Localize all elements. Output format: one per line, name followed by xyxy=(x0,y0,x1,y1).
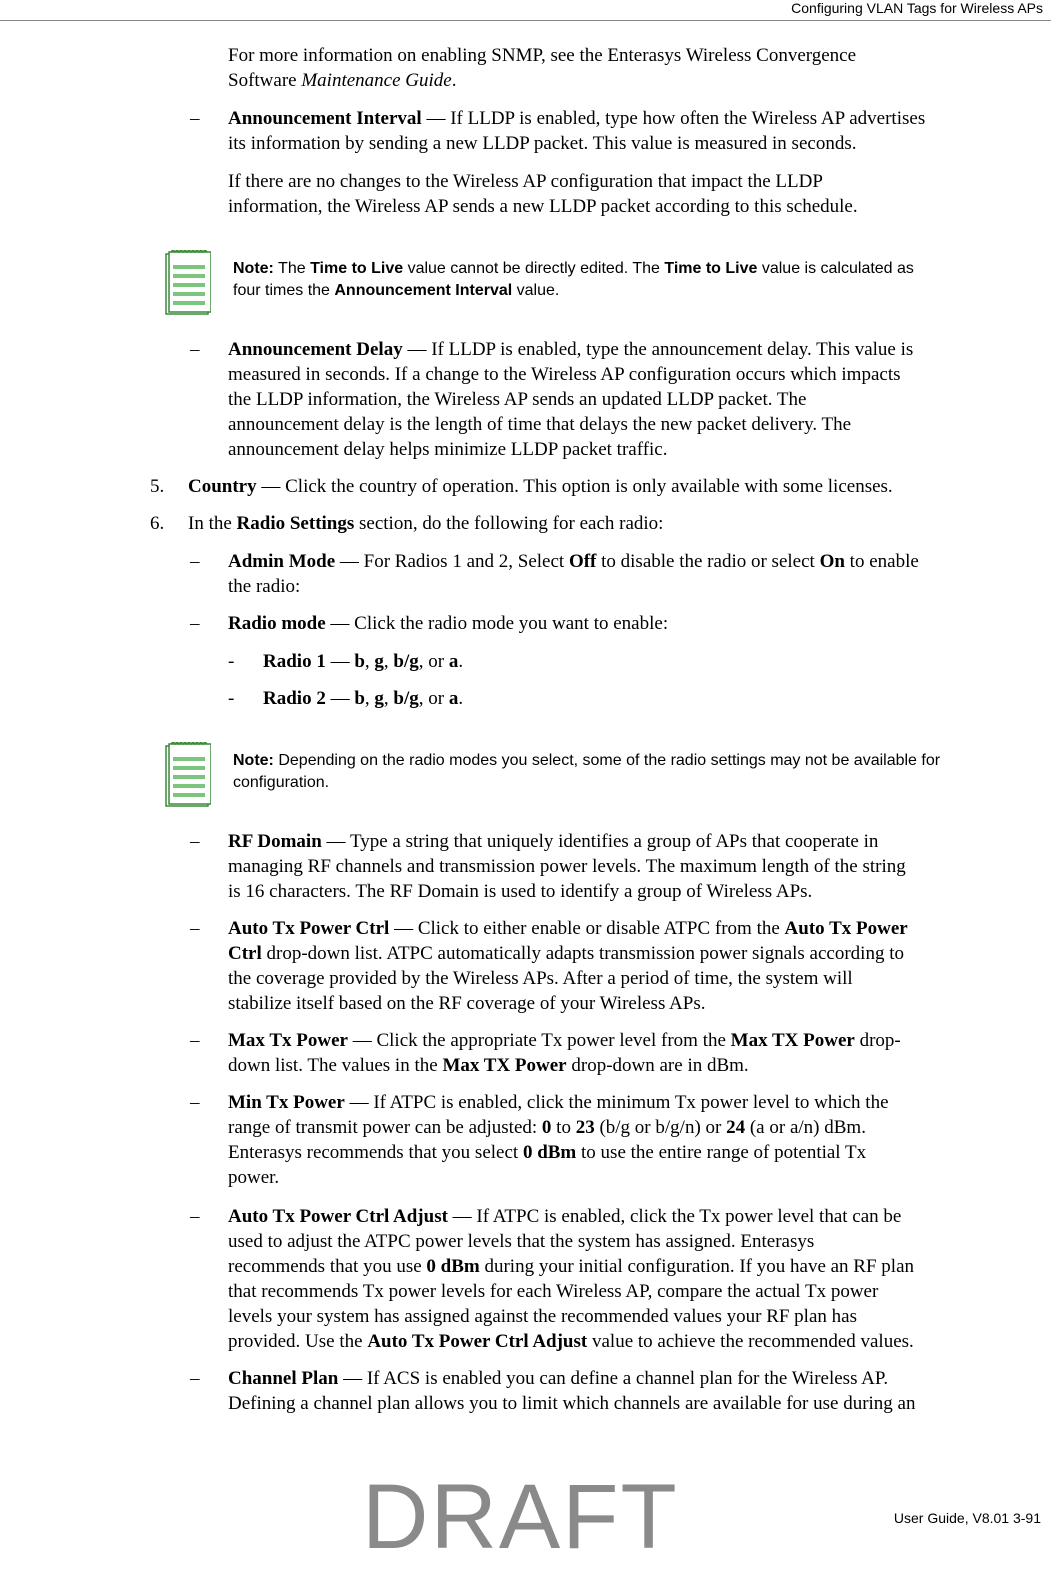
step-country: Country — Click the country of operation. This option is only available with some licenses. xyxy=(188,476,893,497)
step-number: 5. xyxy=(150,476,165,497)
auto-tx-power-ctrl-adjust-item: Auto Tx Power Ctrl Adjust — If ATPC is enabled, click the Tx power level that can be used to adjust the ATPC power levels that the system has assigned. Enterasys recommends that you use 0 dBm during your initial configuration. If you have an RF plan that recommends Tx power levels for each Wireless AP, compare the actual Tx power levels your system has assigned against the recommended values your RF plan has provided. Use the Auto Tx Power Ctrl Adjust value to achieve the recommended values. xyxy=(228,1206,915,1352)
bullet-dash: – xyxy=(190,1092,200,1113)
note-time-to-live: Note: The Time to Live value cannot be directly edited. The Time to Live value is calculated as four times the Announcement Interval value. xyxy=(233,260,914,299)
admin-mode-label: Admin Mode xyxy=(228,551,336,572)
radio-settings-label: Radio Settings xyxy=(236,513,355,534)
channel-plan-label: Channel Plan xyxy=(228,1368,339,1389)
bullet-dash: – xyxy=(190,613,200,634)
rf-domain-item: RF Domain — Type a string that uniquely identifies a group of APs that cooperate in managing RF channels and transmission power levels. The maximum length of the string is 16 characters. The RF Domain is used to identify a group of Wireless APs. xyxy=(228,831,906,902)
radio-mode-item: Radio mode — Click the radio mode you want to enable: xyxy=(228,613,669,634)
bullet-dash: – xyxy=(190,551,200,572)
bullet-dash: – xyxy=(190,1030,200,1051)
max-tx-power-label: Max Tx Power xyxy=(228,1030,348,1051)
footer-page-label: User Guide, V8.01 3-91 xyxy=(893,1510,1041,1526)
radio-mode-label: Radio mode xyxy=(228,613,326,634)
sub-bullet: - xyxy=(228,688,235,709)
auto-tx-power-ctrl-label: Auto Tx Power Ctrl xyxy=(228,918,390,939)
announcement-delay-item: Announcement Delay — If LLDP is enabled, type the announcement delay. This value is measured in seconds. If a change to the Wireless AP configuration occurs which impacts the LLDP information, the Wireless AP sends an updated LLDP packet. The announcement delay is the length of time that delays the new packet delivery. The announcement delay helps minimize LLDP packet traffic. xyxy=(228,339,914,460)
announcement-interval-item: Announcement Interval — If LLDP is enabled, type how often the Wireless AP advertises its information by sending a new LLDP packet. This value is measured in seconds. xyxy=(228,108,926,154)
radio-1-item: Radio 1 — b, g, b/g, or a. xyxy=(263,651,464,672)
announcement-delay-label: Announcement Delay xyxy=(228,339,403,360)
bullet-dash: – xyxy=(190,831,200,852)
country-label: Country xyxy=(188,476,257,497)
min-tx-power-item: Min Tx Power — If ATPC is enabled, click the minimum Tx power level to which the range of transmit power can be adjusted: 0 to 23 (b/g or b/g/n) or 24 (a or a/n) dBm. Enterasys recommends that you select 0 dBm to use the entire range of potential Tx power. xyxy=(228,1092,889,1188)
bullet-dash: – xyxy=(190,1206,200,1227)
auto-tx-power-ctrl-item: Auto Tx Power Ctrl — Click to either enable or disable ATPC from the Auto Tx Power Ctrl drop-down list. ATPC automatically adapts transmission power signals according to the coverage provided by the Wireless APs. After a period of time, the system will stabilize itself based on the RF coverage of your Wireless APs. xyxy=(228,918,908,1014)
admin-mode-item: Admin Mode — For Radios 1 and 2, Select Off to disable the radio or select On to enable the radio: xyxy=(228,551,919,597)
auto-tx-power-ctrl-adjust-label: Auto Tx Power Ctrl Adjust xyxy=(228,1206,448,1227)
intro-paragraph: For more information on enabling SNMP, see the Enterasys Wireless Convergence Software Maintenance Guide. xyxy=(228,45,857,91)
step-number: 6. xyxy=(150,513,165,534)
step-radio-settings: In the Radio Settings section, do the following for each radio: xyxy=(188,513,664,534)
header-title: Configuring VLAN Tags for Wireless APs xyxy=(791,0,1043,16)
note-icon xyxy=(165,250,211,316)
draft-watermark: DRAFT xyxy=(362,1466,679,1568)
announcement-interval-detail: If there are no changes to the Wireless AP configuration that impact the LLDP information, the Wireless AP sends a new LLDP packet according to this schedule. xyxy=(228,171,858,217)
bullet-dash: – xyxy=(190,108,200,129)
announcement-interval-label: Announcement Interval xyxy=(228,108,422,129)
note-icon xyxy=(165,742,211,808)
bullet-dash: – xyxy=(190,339,200,360)
max-tx-power-item: Max Tx Power — Click the appropriate Tx power level from the Max TX Power drop- down list. The values in the Max TX Power drop-down are in dBm. xyxy=(228,1030,901,1076)
page-header xyxy=(0,0,1051,21)
bullet-dash: – xyxy=(190,918,200,939)
min-tx-power-label: Min Tx Power xyxy=(228,1092,345,1113)
radio-2-item: Radio 2 — b, g, b/g, or a. xyxy=(263,688,464,709)
sub-bullet: - xyxy=(228,651,235,672)
bullet-dash: – xyxy=(190,1368,200,1389)
rf-domain-label: RF Domain xyxy=(228,831,322,852)
guide-title: Maintenance Guide xyxy=(301,70,452,91)
note-radio-modes: Note: Depending on the radio modes you select, some of the radio settings may not be available for configuration. xyxy=(233,752,941,791)
channel-plan-item: Channel Plan — If ACS is enabled you can define a channel plan for the Wireless AP. Defining a channel plan allows you to limit which channels are available for use during an xyxy=(228,1368,916,1414)
